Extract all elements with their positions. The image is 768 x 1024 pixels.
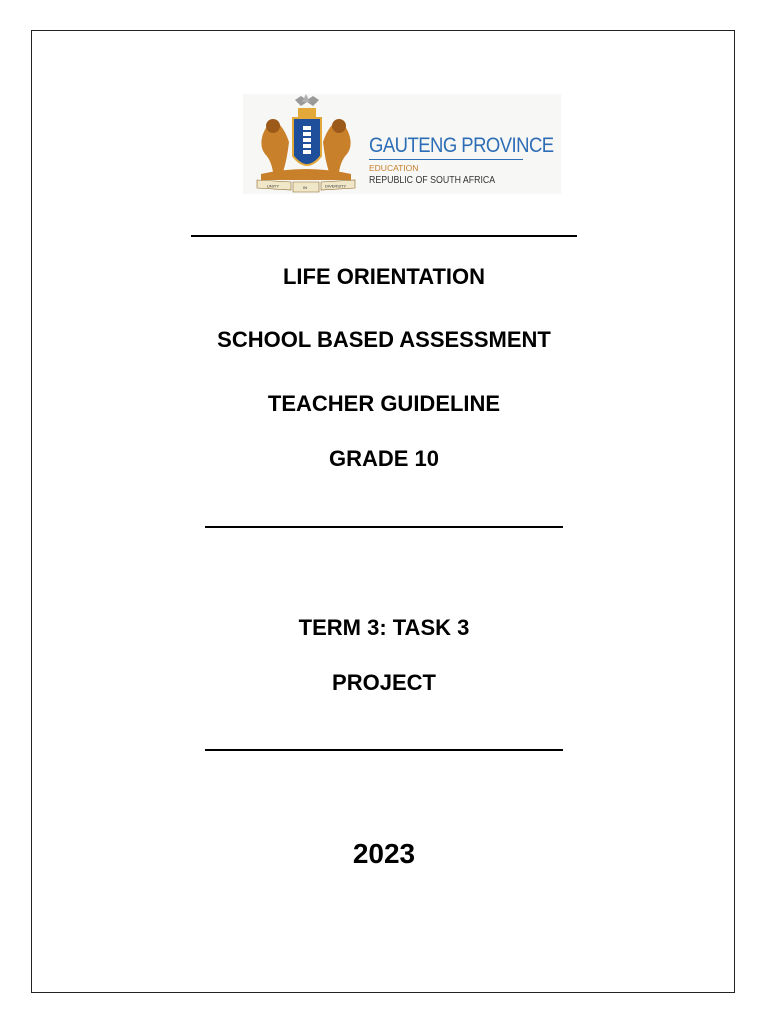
gauteng-logo bbox=[243, 94, 561, 194]
motto-left: UNITY bbox=[267, 183, 279, 189]
divider-bottom bbox=[205, 749, 563, 751]
task-type-title: PROJECT bbox=[332, 670, 436, 695]
grade-title: GRADE 10 bbox=[328, 446, 440, 471]
subject-title: LIFE ORIENTATION bbox=[282, 264, 486, 289]
department-name: EDUCATION bbox=[369, 163, 419, 173]
org-name: GAUTENG PROVINCE bbox=[369, 134, 554, 157]
guideline-title: TEACHER GUIDELINE bbox=[267, 391, 501, 416]
logo-divider bbox=[369, 159, 523, 160]
divider-middle bbox=[205, 526, 563, 528]
term-task-title: TERM 3: TASK 3 bbox=[298, 615, 470, 640]
motto-mid: IN bbox=[303, 185, 307, 190]
country-name: REPUBLIC OF SOUTH AFRICA bbox=[369, 175, 496, 186]
divider-top bbox=[191, 235, 577, 237]
assessment-title: SCHOOL BASED ASSESSMENT bbox=[217, 327, 551, 352]
year: 2023 bbox=[352, 838, 416, 869]
motto-right: DIVERSITY bbox=[325, 183, 347, 189]
coat-of-arms-icon bbox=[243, 94, 369, 194]
